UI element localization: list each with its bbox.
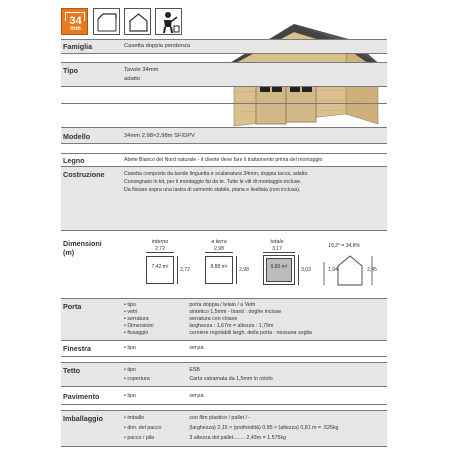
roof-right: 2,45 — [367, 267, 377, 273]
famiglia-value: Casetta doppia pendenza — [124, 43, 191, 49]
tetto-row-bg — [61, 362, 387, 386]
house-outline-icon — [124, 8, 151, 35]
tipo-label: Tipo — [63, 66, 79, 75]
famiglia-label: Famiglia — [63, 42, 93, 51]
roof-profile-icon — [93, 8, 120, 35]
porta-item: • vetri sintetico 1,5mm - tiranti : doghe incluse — [124, 309, 282, 315]
tipo-value-line1: Tavole 34mm — [124, 67, 159, 73]
imballaggio-item: • pacco / pila 3 altezza del pallet........ 2,43m = 1.575kg — [124, 435, 287, 441]
dim-side: 2,72 — [180, 267, 190, 273]
costruzione-line-2: Consegnato in kit, per il montaggio fai da te. Tutte le viti di montaggio incluse. — [124, 179, 302, 185]
dimensioni-label-line2: (m) — [63, 248, 75, 257]
person-painting-icon — [155, 8, 182, 35]
legno-value: Abete Bianco del Nord naturale - il cliente deve fare il trattamento prima del montaggio — [124, 157, 323, 163]
modello-row-bg — [61, 127, 387, 143]
icon-strip — [61, 4, 187, 32]
pavimento-label: Pavimento — [63, 392, 100, 401]
tipo-row-bg — [61, 62, 387, 86]
dim-area: 7,42 m² — [151, 264, 169, 270]
porta-item: • serratura serratura con chiave — [124, 316, 238, 322]
finestra-label: Finestra — [63, 344, 91, 353]
legno-label: Legno — [63, 156, 85, 165]
modello-label: Modello — [63, 132, 91, 141]
dim-caption: totale — [270, 239, 284, 245]
porta-item: • Dimensioni larghezza : 1,67m = altezza : 1,79m — [124, 323, 274, 329]
finestra-item: • tipo senza — [124, 345, 204, 351]
dim-area: 8,88 m² — [210, 264, 228, 270]
dim-area: 9,80 m² — [270, 264, 288, 270]
porta-item: • tipo porta doppia / telaio / a Vetri — [124, 302, 256, 308]
dim-top: 3,17 — [272, 246, 282, 252]
famiglia-row-bg — [61, 39, 387, 53]
badge-unit: mm — [70, 26, 81, 32]
dim-square — [146, 256, 174, 284]
tipo-value-line2: adatto — [124, 76, 141, 82]
porta-label: Porta — [63, 302, 82, 311]
tetto-label: Tetto — [63, 366, 81, 375]
tetto-item: • tipo ESB — [124, 367, 200, 373]
dim-square — [205, 256, 233, 284]
porta-item: • fissaggio cerniere regolabili largh. della porta : nessuna soglia — [124, 330, 312, 336]
dim-caption: a terra — [211, 239, 227, 245]
modello-value: 34mm 2,98×2,98m SF/DPV — [124, 133, 196, 139]
pavimento-item: • tipo senza — [124, 393, 204, 399]
costruzione-line-3: Da fissare sopra una lastra di cemento stabile, piana e livellata (non inclusa). — [124, 187, 301, 193]
wall-thickness-badge — [61, 8, 88, 35]
imballaggio-item: • dim. del pacco (larghezza) 2,15 × (profondità) 0,95 × (altezza) 0,81 m = .525kg — [124, 425, 339, 431]
dim-top: 2,98 — [214, 246, 224, 252]
roof-left: 1,94 — [328, 267, 338, 273]
badge-value: 34 — [69, 15, 82, 27]
imballaggio-label: Imballaggio — [63, 414, 103, 423]
dimensioni-label-line1: Dimensioni — [63, 239, 102, 248]
imballaggio-item: • imballo con film plastico / pallet / - — [124, 415, 251, 421]
dim-caption: interno — [151, 239, 169, 245]
dim-side: 2,98 — [239, 267, 249, 273]
costruzione-line-1: Casetta composto da tavole linguetta e scalanatura 34mm, doppia tacca, adatto. — [124, 171, 309, 177]
costruzione-label: Costruzione — [63, 170, 105, 179]
tetto-item: • copertura Carta catramata da 1,5mm in rotolo — [124, 376, 273, 382]
dim-side: 3,03 — [301, 267, 311, 273]
roof-angle: 19,2° = 34,8% — [328, 243, 360, 249]
dim-top: 2,72 — [155, 246, 165, 252]
